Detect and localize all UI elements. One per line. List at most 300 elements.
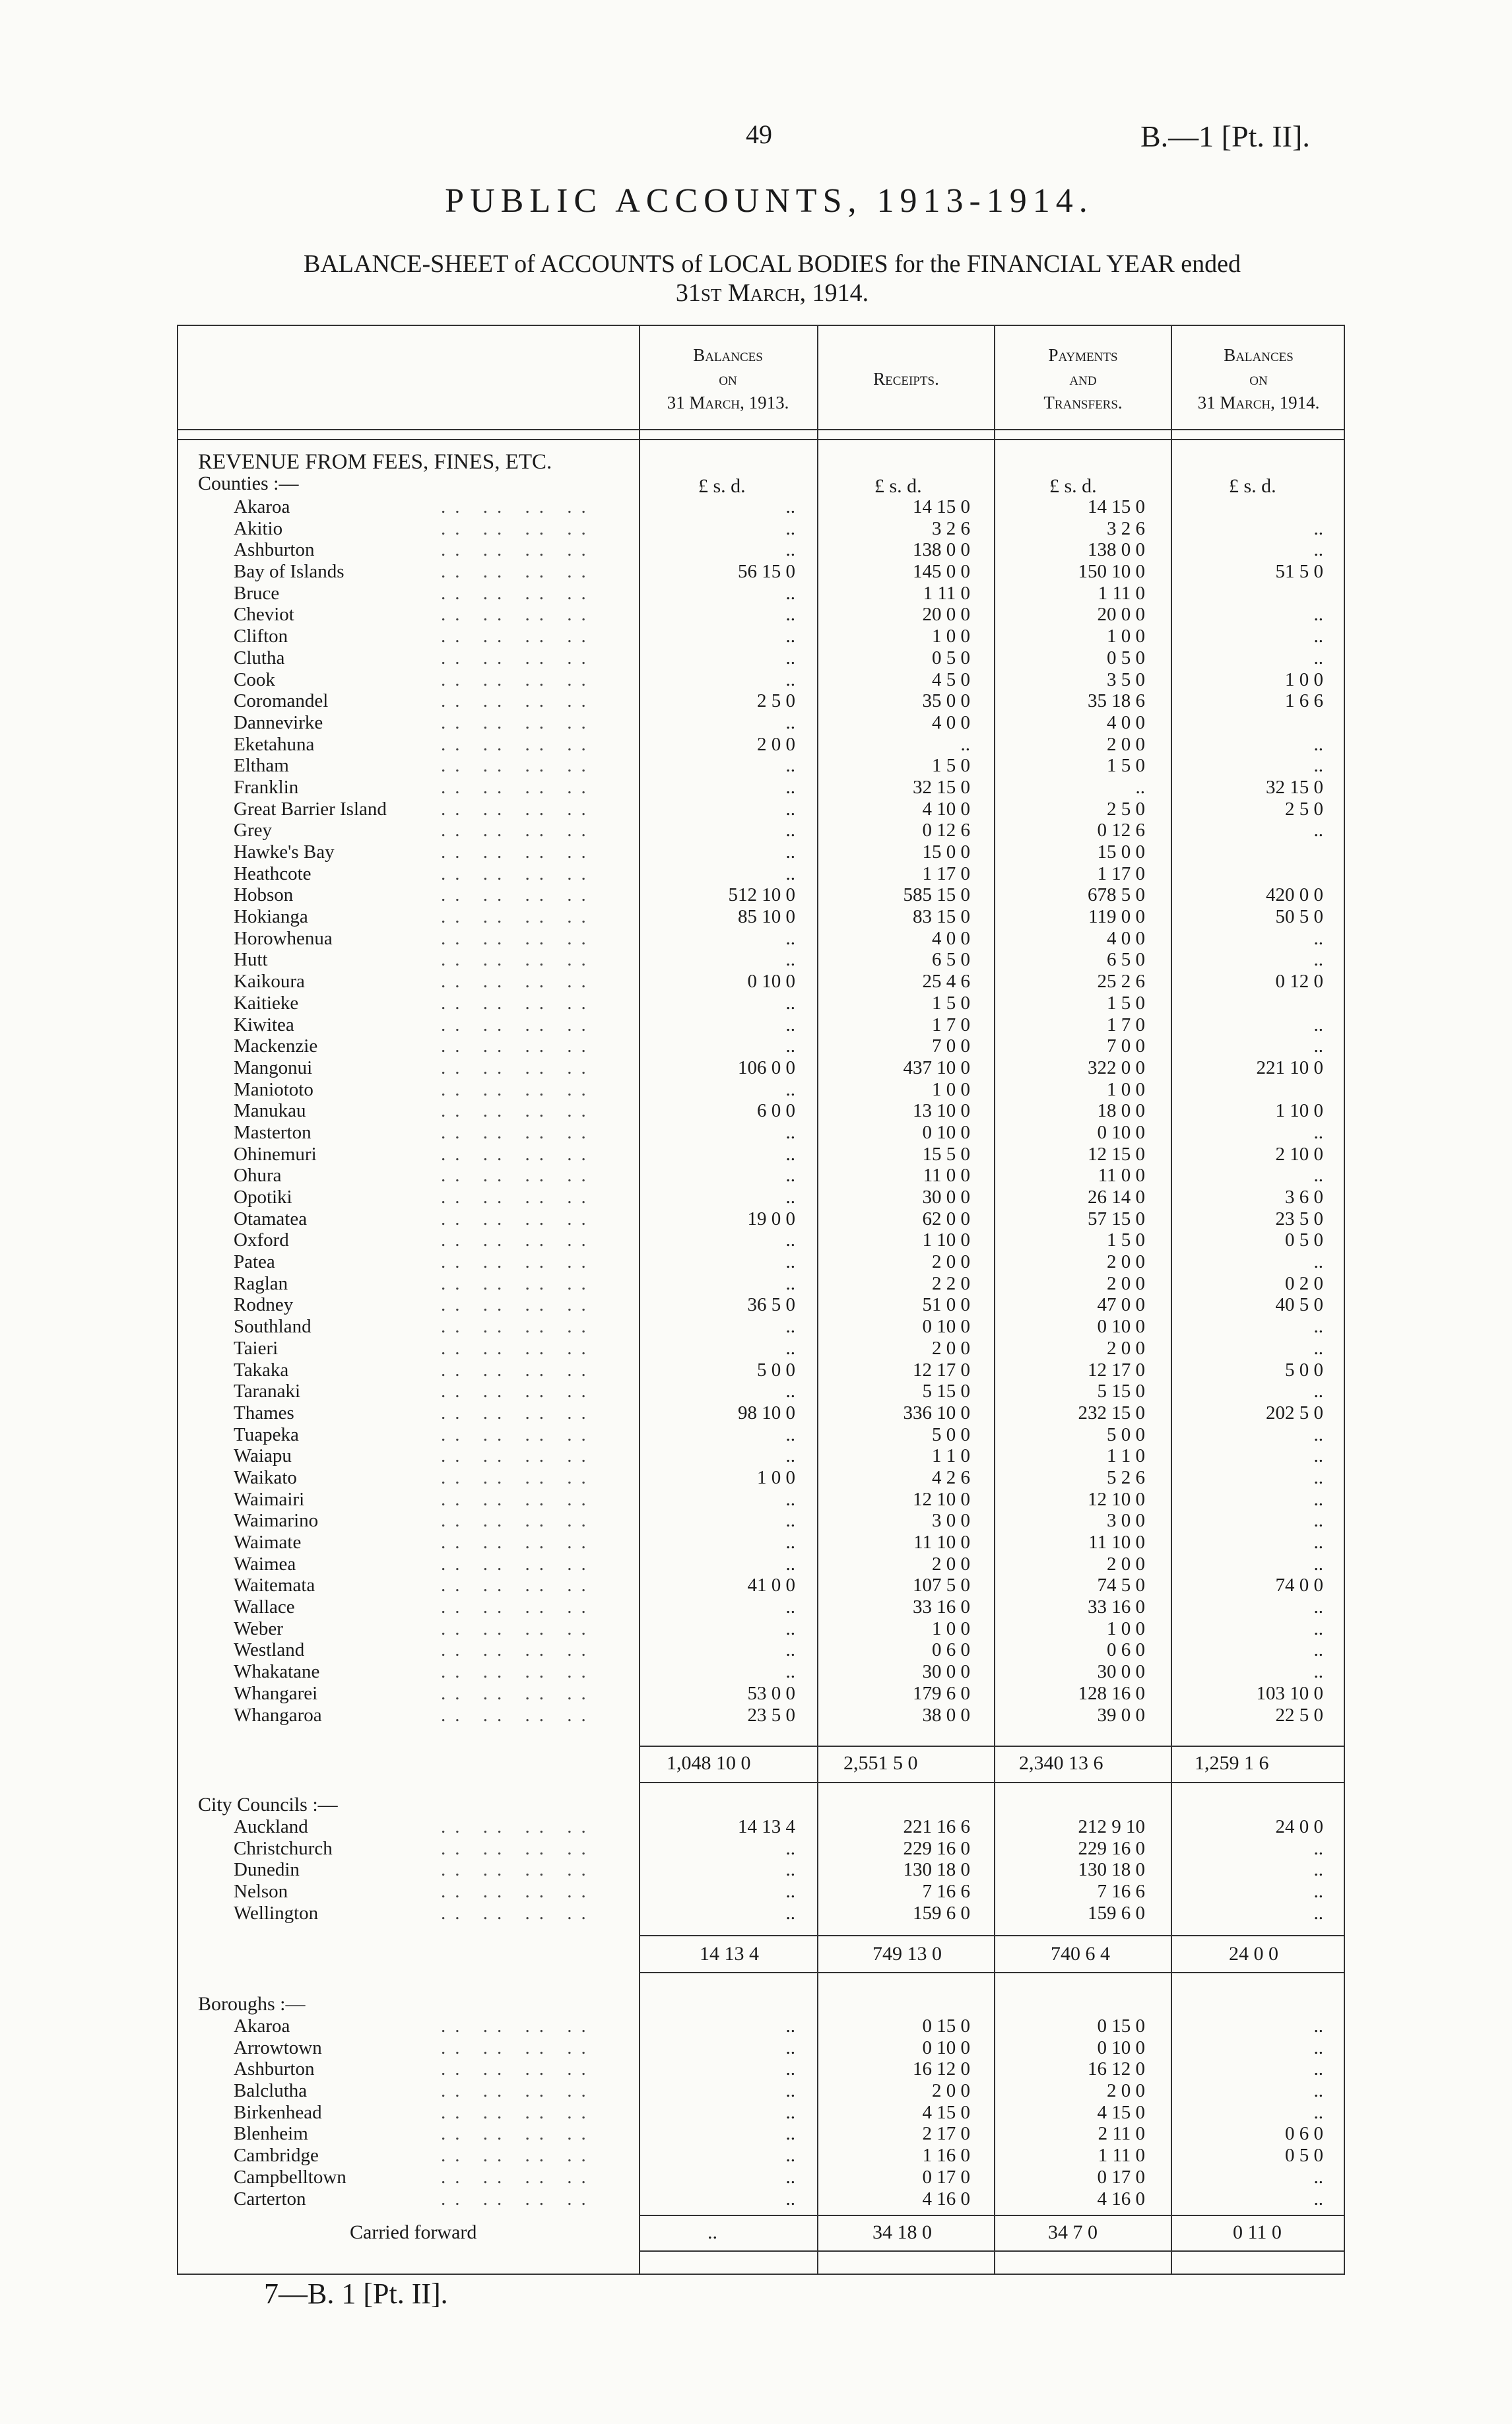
payments-cell: 678 5 0 xyxy=(1088,884,1145,906)
leader-dots: .. .. .. .. xyxy=(441,863,595,884)
leader-dots: .. .. .. .. xyxy=(441,1078,595,1100)
balance-1914-cell: 5 0 0 xyxy=(1285,1359,1323,1381)
receipts-cell: 30 0 0 xyxy=(922,1187,970,1208)
balance-1913-cell: .. xyxy=(785,1553,795,1575)
payments-cell: 33 16 0 xyxy=(1088,1596,1145,1618)
table-row xyxy=(0,561,1512,583)
row-name: Opotiki xyxy=(234,1187,292,1208)
row-name: Mangonui xyxy=(234,1057,313,1078)
balance-1914-cell: .. xyxy=(1313,1251,1323,1273)
balance-1913-cell: .. xyxy=(785,2123,795,2145)
balance-1914-cell: .. xyxy=(1313,2101,1323,2123)
payments-cell: 130 18 0 xyxy=(1078,1859,1145,1881)
counties-total-c1: 1,048 10 0 xyxy=(667,1752,751,1774)
total-rule xyxy=(639,1972,1345,1973)
balance-1913-cell: .. xyxy=(785,517,795,539)
counties-total-c4: 1,259 1 6 xyxy=(1195,1752,1269,1774)
leader-dots: .. .. .. .. xyxy=(441,669,595,690)
table-row xyxy=(0,1705,1512,1726)
balance-1914-cell: 221 10 0 xyxy=(1256,1057,1323,1078)
balance-1914-cell: .. xyxy=(1313,1424,1323,1445)
balance-1914-cell: .. xyxy=(1313,1510,1323,1532)
balance-1914-cell: .. xyxy=(1313,820,1323,841)
receipts-cell: 2 0 0 xyxy=(932,2080,970,2102)
table-row xyxy=(0,1554,1512,1575)
leader-dots: .. .. .. .. xyxy=(441,1661,595,1683)
payments-cell: 229 16 0 xyxy=(1078,1837,1145,1859)
row-name: Christchurch xyxy=(234,1837,333,1859)
table-row xyxy=(0,583,1512,605)
payments-cell: 0 12 6 xyxy=(1097,820,1145,841)
payments-cell: 138 0 0 xyxy=(1088,539,1145,561)
payments-cell: 2 11 0 xyxy=(1098,2123,1145,2145)
units-label: £ s. d. xyxy=(1049,475,1097,497)
leader-dots: .. .. .. .. xyxy=(441,1902,595,1924)
leader-dots: .. .. .. .. xyxy=(441,1510,595,1532)
row-name: Horowhenua xyxy=(234,927,333,949)
footer-signature: 7—B. 1 [Pt. II]. xyxy=(264,2277,448,2310)
balance-1913-cell: .. xyxy=(785,1187,795,1208)
row-name: Dunedin xyxy=(234,1859,300,1881)
row-name: Maniototo xyxy=(234,1078,313,1100)
row-name: Waitemata xyxy=(234,1575,315,1596)
table-row xyxy=(0,1402,1512,1424)
balance-1913-cell: .. xyxy=(785,1639,795,1661)
leader-dots: .. .. .. .. xyxy=(441,626,595,647)
row-name: Akaroa xyxy=(234,496,290,517)
row-name: Akaroa xyxy=(234,2015,290,2037)
payments-cell: 159 6 0 xyxy=(1088,1902,1145,1924)
receipts-cell: 229 16 0 xyxy=(903,1837,970,1859)
balance-1913-cell: 2 5 0 xyxy=(757,690,795,712)
row-name: Balclutha xyxy=(234,2080,308,2102)
receipts-cell: 12 17 0 xyxy=(913,1359,970,1381)
balance-1913-cell: .. xyxy=(785,626,795,647)
balance-1914-cell: .. xyxy=(1313,539,1323,561)
row-name: Waiapu xyxy=(234,1445,292,1467)
payments-cell: 1 7 0 xyxy=(1107,1014,1145,1035)
balance-1914-cell: .. xyxy=(1313,2188,1323,2210)
balance-1913-cell: 36 5 0 xyxy=(747,1294,795,1316)
payments-cell: 0 6 0 xyxy=(1107,1639,1145,1661)
leader-dots: .. .. .. .. xyxy=(441,1532,595,1553)
row-name: Dannevirke xyxy=(234,711,323,733)
row-name: Cook xyxy=(234,669,275,690)
payments-cell: 119 0 0 xyxy=(1088,906,1145,928)
table-row xyxy=(0,690,1512,712)
leader-dots: .. .. .. .. xyxy=(441,1057,595,1078)
receipts-cell: 0 15 0 xyxy=(922,2015,970,2037)
row-name: Patea xyxy=(234,1251,275,1273)
row-name: Ashburton xyxy=(234,2058,315,2080)
balance-1914-cell: .. xyxy=(1313,733,1323,755)
table-row xyxy=(0,496,1512,518)
receipts-cell: 11 10 0 xyxy=(913,1532,970,1553)
row-name: Campbelltown xyxy=(234,2166,346,2188)
payments-cell: 150 10 0 xyxy=(1078,561,1145,583)
balance-1914-cell: .. xyxy=(1313,1337,1323,1359)
balance-1913-cell: .. xyxy=(785,1532,795,1553)
balance-1913-cell: .. xyxy=(785,539,795,561)
balance-1913-cell: .. xyxy=(785,2037,795,2058)
leader-dots: .. .. .. .. xyxy=(441,1424,595,1445)
balance-1914-cell: .. xyxy=(1313,1445,1323,1467)
receipts-cell: 5 0 0 xyxy=(932,1424,970,1445)
receipts-cell: 30 0 0 xyxy=(922,1661,970,1683)
payments-cell: 322 0 0 xyxy=(1088,1057,1145,1078)
balance-1913-cell: .. xyxy=(785,711,795,733)
payments-cell: 2 0 0 xyxy=(1107,2080,1145,2102)
receipts-cell: 15 5 0 xyxy=(922,1143,970,1165)
payments-cell: 1 5 0 xyxy=(1107,992,1145,1014)
payments-cell: 0 17 0 xyxy=(1097,2166,1145,2188)
leader-dots: .. .. .. .. xyxy=(441,1618,595,1639)
leader-dots: .. .. .. .. xyxy=(441,733,595,755)
payments-cell: 12 10 0 xyxy=(1088,1488,1145,1510)
balance-1913-cell: .. xyxy=(785,1078,795,1100)
row-name: Waimairi xyxy=(234,1488,305,1510)
receipts-cell: 15 0 0 xyxy=(922,841,970,863)
balance-1914-cell: 202 5 0 xyxy=(1266,1402,1323,1424)
receipts-cell: 32 15 0 xyxy=(913,776,970,798)
balance-1913-cell: .. xyxy=(785,992,795,1014)
row-name: Akitio xyxy=(234,517,283,539)
row-name: Rodney xyxy=(234,1294,294,1316)
table-row xyxy=(0,1661,1512,1683)
payments-cell: 3 2 6 xyxy=(1107,517,1145,539)
table-row xyxy=(0,1273,1512,1295)
receipts-cell: 1 0 0 xyxy=(932,626,970,647)
counties-total-c2: 2,551 5 0 xyxy=(843,1752,918,1774)
total-rule xyxy=(639,1746,1345,1747)
row-name: Westland xyxy=(234,1639,305,1661)
table-row xyxy=(0,2167,1512,2188)
balance-1913-cell: 56 15 0 xyxy=(738,561,795,583)
row-name: Whakatane xyxy=(234,1661,320,1683)
balance-1914-cell: .. xyxy=(1313,2166,1323,2188)
carried-forward-label: Carried forward xyxy=(350,2221,477,2243)
balance-1913-cell: .. xyxy=(785,1229,795,1251)
balance-1913-cell: .. xyxy=(785,1488,795,1510)
receipts-cell: 7 0 0 xyxy=(932,1035,970,1057)
row-name: Clifton xyxy=(234,626,288,647)
payments-cell: 5 2 6 xyxy=(1107,1466,1145,1488)
row-name: Bay of Islands xyxy=(234,561,345,583)
row-name: Auckland xyxy=(234,1816,308,1837)
receipts-cell: 437 10 0 xyxy=(903,1057,970,1078)
leader-dots: .. .. .. .. xyxy=(441,1100,595,1122)
balance-1913-cell: .. xyxy=(785,1316,795,1338)
column-header-balances-1913: Balances on 31 March, 1913. xyxy=(667,345,789,412)
payments-cell: 25 2 6 xyxy=(1097,971,1145,993)
payments-cell: 2 5 0 xyxy=(1107,798,1145,820)
table-row xyxy=(0,1618,1512,1640)
payments-cell: 1 11 0 xyxy=(1098,582,1145,604)
leader-dots: .. .. .. .. xyxy=(441,496,595,517)
table-row xyxy=(0,1035,1512,1057)
payments-cell: 3 5 0 xyxy=(1107,669,1145,690)
balance-1914-cell: .. xyxy=(1313,517,1323,539)
balance-1913-cell: 14 13 4 xyxy=(738,1816,795,1837)
row-name: Tuapeka xyxy=(234,1424,299,1445)
table-row xyxy=(0,1596,1512,1618)
payments-cell: 1 17 0 xyxy=(1097,863,1145,884)
row-name: Ashburton xyxy=(234,539,315,561)
city-councils-total-c2: 749 13 0 xyxy=(872,1943,942,1965)
table-row xyxy=(0,1122,1512,1144)
balance-1914-cell: .. xyxy=(1313,2037,1323,2058)
table-row xyxy=(0,1057,1512,1079)
receipts-cell: 1 0 0 xyxy=(932,1618,970,1639)
row-name: Waimea xyxy=(234,1553,296,1575)
receipts-cell: 12 10 0 xyxy=(913,1488,970,1510)
payments-cell: 1 0 0 xyxy=(1107,1618,1145,1639)
receipts-cell: 35 0 0 xyxy=(922,690,970,712)
balance-1914-cell: 103 10 0 xyxy=(1256,1682,1323,1704)
table-row xyxy=(0,1639,1512,1661)
city-councils-total-c1: 14 13 4 xyxy=(700,1943,759,1965)
balance-1914-cell: .. xyxy=(1313,626,1323,647)
table-row xyxy=(0,928,1512,950)
table-row xyxy=(0,1381,1512,1402)
table-row xyxy=(0,1445,1512,1467)
leader-dots: .. .. .. .. xyxy=(441,1639,595,1661)
row-name: Whangarei xyxy=(234,1682,318,1704)
receipts-cell: 1 0 0 xyxy=(932,1078,970,1100)
row-name: Waikato xyxy=(234,1466,297,1488)
receipts-cell: 0 17 0 xyxy=(922,2166,970,2188)
row-name: Cheviot xyxy=(234,604,294,626)
balance-1913-cell: 2 0 0 xyxy=(757,733,795,755)
row-name: Hawke's Bay xyxy=(234,841,335,863)
leader-dots: .. .. .. .. xyxy=(441,1575,595,1596)
leader-dots: .. .. .. .. xyxy=(441,2015,595,2037)
row-name: Wallace xyxy=(234,1596,295,1618)
leader-dots: .. .. .. .. xyxy=(441,604,595,626)
balance-1913-cell: .. xyxy=(785,1251,795,1273)
balance-1914-cell: .. xyxy=(1313,1618,1323,1639)
payments-cell: 2 0 0 xyxy=(1107,1337,1145,1359)
header-rule xyxy=(177,439,1345,440)
balance-1914-cell: .. xyxy=(1313,1881,1323,1903)
leader-dots: .. .. .. .. xyxy=(441,1704,595,1726)
row-name: Clutha xyxy=(234,647,285,669)
balance-1913-cell: .. xyxy=(785,1165,795,1187)
section-heading: REVENUE FROM FEES, FINES, ETC. xyxy=(198,450,552,474)
balance-1913-cell: 98 10 0 xyxy=(738,1402,795,1424)
table-row xyxy=(0,539,1512,561)
leader-dots: .. .. .. .. xyxy=(441,517,595,539)
receipts-cell: 38 0 0 xyxy=(922,1704,970,1726)
balance-1913-cell: .. xyxy=(785,1661,795,1683)
receipts-cell: 4 16 0 xyxy=(922,2188,970,2210)
table-row xyxy=(0,1338,1512,1359)
row-name: Great Barrier Island xyxy=(234,798,387,820)
table-row xyxy=(0,884,1512,906)
balance-1913-cell: .. xyxy=(785,2188,795,2210)
table-row xyxy=(0,1816,1512,1838)
balance-1914-cell: 0 6 0 xyxy=(1285,2123,1323,2145)
balance-1914-cell: .. xyxy=(1313,1859,1323,1881)
table-row xyxy=(0,863,1512,885)
receipts-cell: 336 10 0 xyxy=(903,1402,970,1424)
receipts-cell: 2 0 0 xyxy=(932,1553,970,1575)
receipts-cell: 5 15 0 xyxy=(922,1381,970,1402)
receipts-cell: 1 10 0 xyxy=(922,1229,970,1251)
row-name: Heathcote xyxy=(234,863,312,884)
payments-cell: 0 5 0 xyxy=(1107,647,1145,669)
row-name: Eketahuna xyxy=(234,733,315,755)
payments-cell: 6 5 0 xyxy=(1107,949,1145,971)
row-name: Ohinemuri xyxy=(234,1143,317,1165)
leader-dots: .. .. .. .. xyxy=(441,841,595,863)
leader-dots: .. .. .. .. xyxy=(441,776,595,798)
carried-forward-c1: .. xyxy=(707,2221,717,2243)
receipts-cell: 130 18 0 xyxy=(903,1859,970,1881)
balance-1913-cell: .. xyxy=(785,776,795,798)
carried-forward-c3: 34 7 0 xyxy=(1048,2221,1098,2243)
row-name: Ohura xyxy=(234,1165,282,1187)
table-row xyxy=(0,1424,1512,1446)
balance-1914-cell: .. xyxy=(1313,1014,1323,1035)
receipts-cell: 14 15 0 xyxy=(913,496,970,517)
row-name: Hutt xyxy=(234,949,268,971)
table-row xyxy=(0,1165,1512,1187)
balance-1914-cell: .. xyxy=(1313,927,1323,949)
header-rule xyxy=(177,429,1345,430)
receipts-cell: 62 0 0 xyxy=(922,1208,970,1229)
leader-dots: .. .. .. .. xyxy=(441,561,595,583)
leader-dots: .. .. .. .. xyxy=(441,1208,595,1229)
payments-cell: 1 1 0 xyxy=(1107,1445,1145,1467)
table-row xyxy=(0,2037,1512,2059)
row-name: Taranaki xyxy=(234,1381,301,1402)
leader-dots: .. .. .. .. xyxy=(441,798,595,820)
leader-dots: .. .. .. .. xyxy=(441,1445,595,1467)
table-row xyxy=(0,1079,1512,1101)
balance-1913-cell: .. xyxy=(785,604,795,626)
balance-1914-cell: .. xyxy=(1313,1316,1323,1338)
row-name: Bruce xyxy=(234,582,280,604)
balance-1914-cell: 22 5 0 xyxy=(1275,1704,1323,1726)
row-name: Arrowtown xyxy=(234,2037,322,2058)
balance-1913-cell: .. xyxy=(785,496,795,517)
leader-dots: .. .. .. .. xyxy=(441,971,595,993)
balance-1914-cell: .. xyxy=(1313,1661,1323,1683)
leader-dots: .. .. .. .. xyxy=(441,906,595,928)
row-name: Southland xyxy=(234,1316,312,1338)
balance-1914-cell: 1 10 0 xyxy=(1275,1100,1323,1122)
payments-cell: 20 0 0 xyxy=(1097,604,1145,626)
leader-dots: .. .. .. .. xyxy=(441,2058,595,2080)
table-row xyxy=(0,1489,1512,1511)
row-name: Hokianga xyxy=(234,906,308,928)
leader-dots: .. .. .. .. xyxy=(441,1859,595,1881)
balance-1913-cell: .. xyxy=(785,1837,795,1859)
table-row xyxy=(0,1100,1512,1122)
balance-1913-cell: 41 0 0 xyxy=(747,1575,795,1596)
leader-dots: .. .. .. .. xyxy=(441,884,595,906)
subtitle-line-1: BALANCE-SHEET of ACCOUNTS of LOCAL BODIES for the FINANCIAL YEAR ended xyxy=(304,250,1241,278)
balance-1913-cell: 512 10 0 xyxy=(728,884,795,906)
leader-dots: .. .. .. .. xyxy=(441,1553,595,1575)
balance-1913-cell: 5 0 0 xyxy=(757,1359,795,1381)
receipts-cell: 3 0 0 xyxy=(932,1510,970,1532)
payments-cell: 30 0 0 xyxy=(1097,1661,1145,1683)
leader-dots: .. .. .. .. xyxy=(441,1165,595,1187)
balance-1913-cell: .. xyxy=(785,2015,795,2037)
balance-1914-cell: 2 10 0 xyxy=(1275,1143,1323,1165)
payments-cell: 128 16 0 xyxy=(1078,1682,1145,1704)
total-rule xyxy=(639,2250,1345,2252)
counties-total-c3: 2,340 13 6 xyxy=(1019,1752,1103,1774)
balance-1914-cell: 1 6 6 xyxy=(1285,690,1323,712)
leader-dots: .. .. .. .. xyxy=(441,1337,595,1359)
receipts-cell: 107 5 0 xyxy=(913,1575,970,1596)
payments-cell: 0 10 0 xyxy=(1097,1316,1145,1338)
row-name: Nelson xyxy=(234,1881,288,1903)
leader-dots: .. .. .. .. xyxy=(441,1187,595,1208)
balance-1913-cell: .. xyxy=(785,1272,795,1294)
receipts-cell: 13 10 0 xyxy=(913,1100,970,1122)
balance-1913-cell: .. xyxy=(785,2058,795,2080)
balance-1913-cell: .. xyxy=(785,841,795,863)
table-row xyxy=(0,1467,1512,1489)
leader-dots: .. .. .. .. xyxy=(441,1816,595,1837)
payments-cell: 2 0 0 xyxy=(1107,1251,1145,1273)
leader-dots: .. .. .. .. xyxy=(441,647,595,669)
table-row xyxy=(0,1187,1512,1208)
leader-dots: .. .. .. .. xyxy=(441,690,595,712)
leader-dots: .. .. .. .. xyxy=(441,1596,595,1618)
receipts-cell: 585 15 0 xyxy=(903,884,970,906)
balance-1914-cell: 23 5 0 xyxy=(1275,1208,1323,1229)
balance-1914-cell: .. xyxy=(1313,1532,1323,1553)
table-row xyxy=(0,518,1512,540)
leader-dots: .. .. .. .. xyxy=(441,1014,595,1035)
receipts-cell: 83 15 0 xyxy=(913,906,970,928)
total-rule xyxy=(639,1935,1345,1936)
table-row xyxy=(0,1208,1512,1230)
balance-1913-cell: .. xyxy=(785,2101,795,2123)
row-name: Otamatea xyxy=(234,1208,308,1229)
table-row xyxy=(0,1229,1512,1251)
table-row xyxy=(0,2080,1512,2102)
receipts-cell: 179 6 0 xyxy=(913,1682,970,1704)
table-row xyxy=(0,647,1512,669)
balance-1913-cell: 6 0 0 xyxy=(757,1100,795,1122)
receipts-cell: 33 16 0 xyxy=(913,1596,970,1618)
total-rule xyxy=(639,2215,1345,2216)
subtitle xyxy=(185,249,1360,308)
leader-dots: .. .. .. .. xyxy=(441,1121,595,1143)
receipts-cell: 221 16 6 xyxy=(903,1816,970,1837)
table-row xyxy=(0,971,1512,993)
row-name: Thames xyxy=(234,1402,294,1424)
balance-1913-cell: .. xyxy=(785,1014,795,1035)
balance-1913-cell: .. xyxy=(785,647,795,669)
units-label: £ s. d. xyxy=(698,475,746,497)
leader-dots: .. .. .. .. xyxy=(441,949,595,971)
row-name: Birkenhead xyxy=(234,2101,322,2123)
payments-cell: 7 0 0 xyxy=(1107,1035,1145,1057)
leader-dots: .. .. .. .. xyxy=(441,1294,595,1316)
balance-1914-cell: .. xyxy=(1313,1466,1323,1488)
leader-dots: .. .. .. .. xyxy=(441,927,595,949)
balance-1913-cell: .. xyxy=(785,949,795,971)
table-row xyxy=(0,1251,1512,1273)
page-title: PUBLIC ACCOUNTS, 1913-1914. xyxy=(445,182,1094,220)
